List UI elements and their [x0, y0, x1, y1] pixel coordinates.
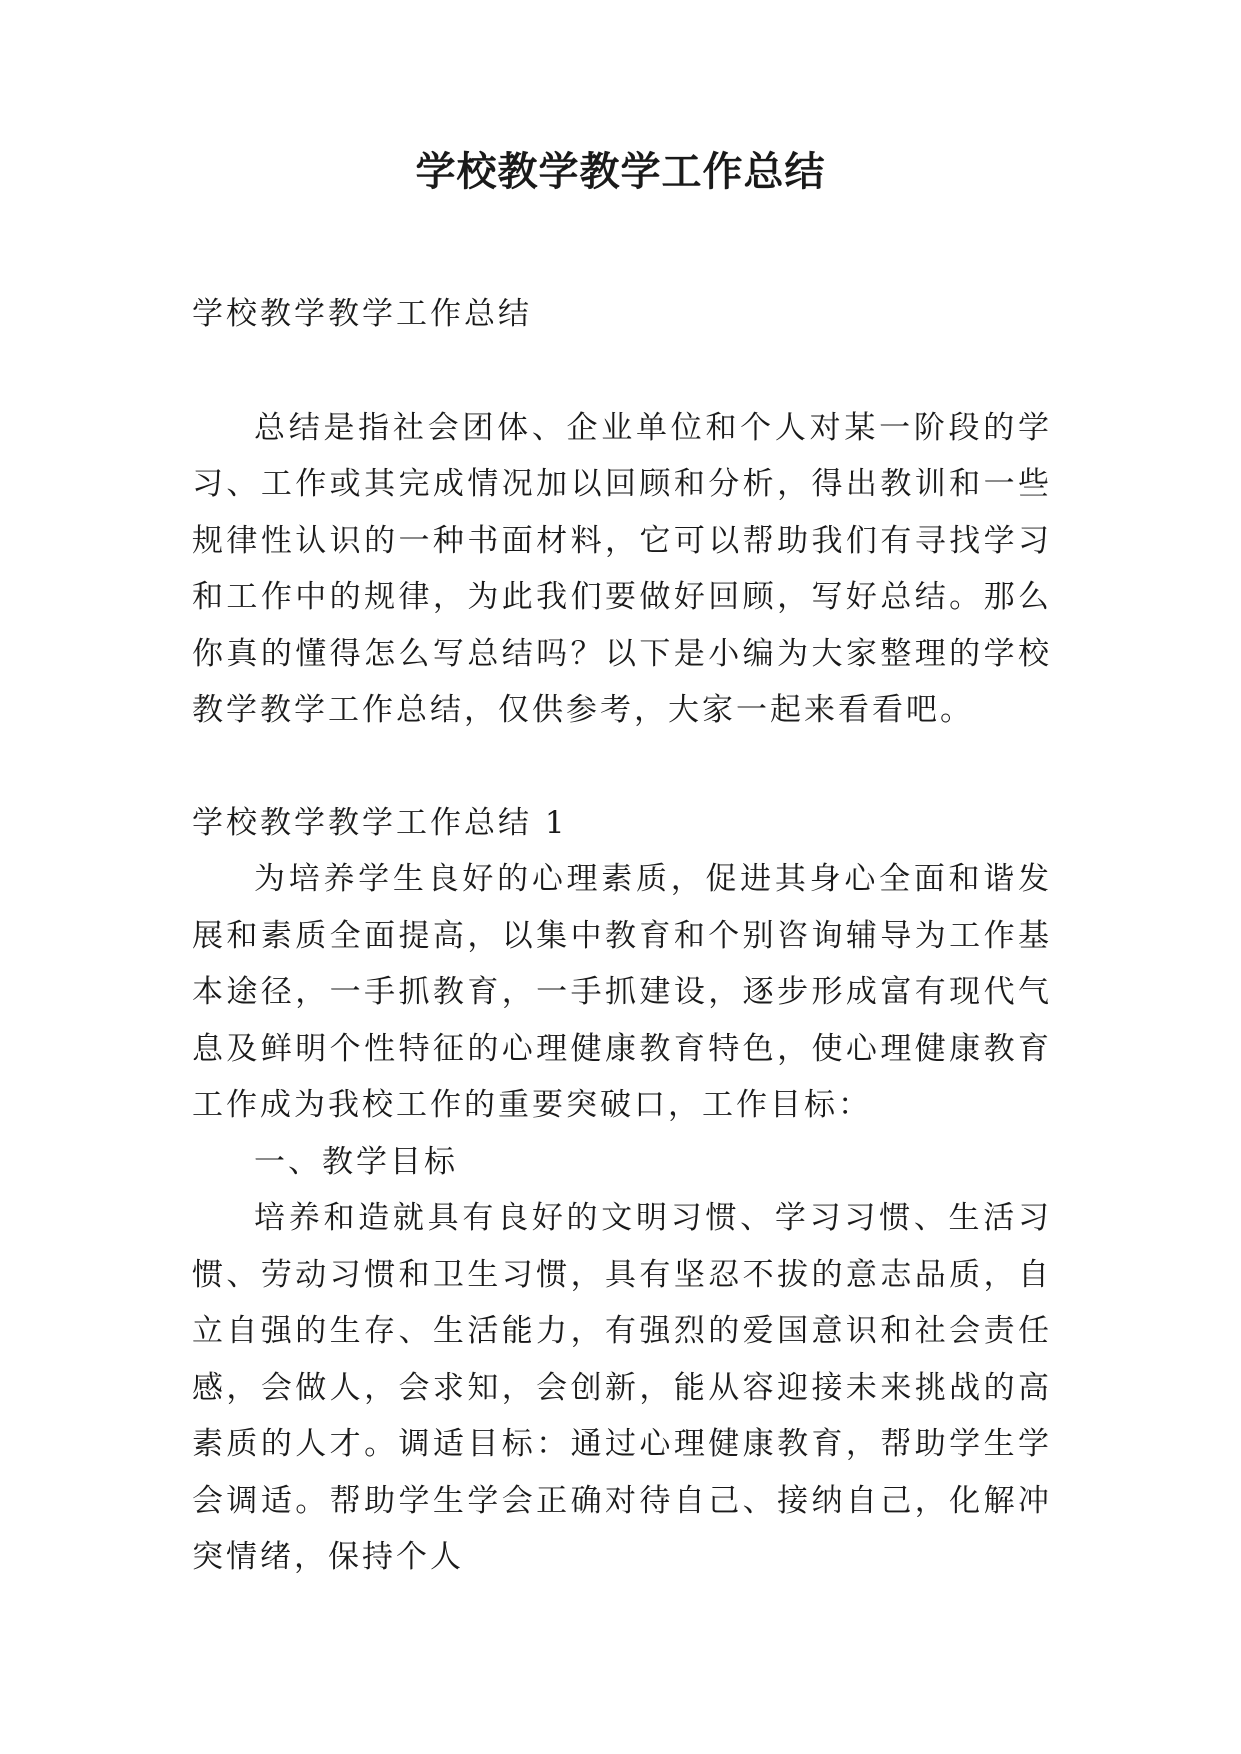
item-heading: 一、教学目标 — [254, 1143, 458, 1180]
intro-paragraph: 总结是指社会团体、企业单位和个人对某一阶段的学习、工作或其完成情况加以回顾和分析，得出教训和一些规律性认识的一种书面材料，它可以帮助我们有寻找学习和工作中的规律，为此我们要做好回顾，写好总结。那么你真的懂得怎么写总结吗？以下是小编为大家整理的学校教学教学工作总结，仅供参考，大家一起来看看吧。 — [192, 409, 1052, 728]
document-title: 学校教学教学工作总结 — [415, 148, 826, 195]
document-subtitle: 学校教学教学工作总结 — [192, 296, 532, 332]
document-body — [192, 286, 1052, 1586]
body-paragraph-1: 为培养学生良好的心理素质，促进其身心全面和谐发展和素质全面提高，以集中教育和个别咨询辅导为工作基本途径，一手抓教育，一手抓建设，逐步形成富有现代气息及鲜明个性特征的心理健康教育特色，使心理健康教育工作成为我校工作的重要突破口，工作目标： — [192, 861, 1052, 1123]
body-paragraph-2: 培养和造就具有良好的文明习惯、学习习惯、生活习惯、劳动习惯和卫生习惯，具有坚忍不拔的意志品质，自立自强的生存、生活能力，有强烈的爱国意识和社会责任感，会做人，会求知，会创新，能从容迎接未来挑战的高素质的人才。调适目标：通过心理健康教育，帮助学生学会调适。帮助学生学会正确对待自己、接纳自己，化解冲突情绪，保持个人 — [192, 1200, 1052, 1575]
section-heading: 学校教学教学工作总结 1 — [192, 804, 568, 841]
